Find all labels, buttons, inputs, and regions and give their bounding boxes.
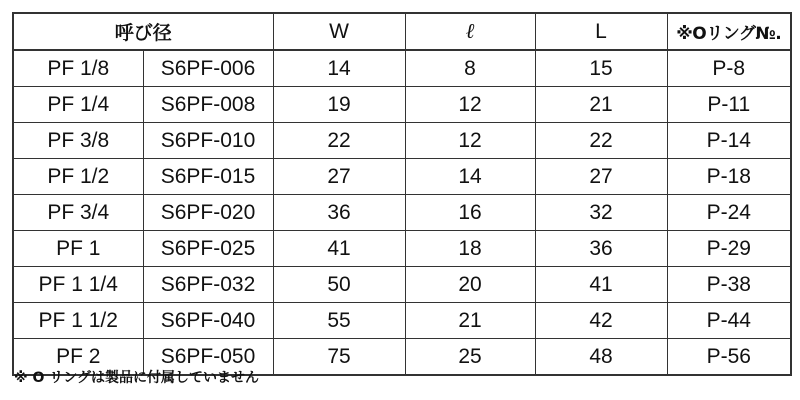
cell-big-l: 27 (535, 159, 667, 195)
cell-oring: P-44 (667, 303, 791, 339)
cell-model: S6PF-050 (143, 339, 273, 376)
cell-model: S6PF-025 (143, 231, 273, 267)
header-big-l: L (535, 13, 667, 50)
spec-table (12, 12, 792, 376)
cell-w: 27 (273, 159, 405, 195)
cell-model: S6PF-006 (143, 50, 273, 87)
cell-oring: P-18 (667, 159, 791, 195)
cell-big-l: 21 (535, 87, 667, 123)
cell-big-l: 42 (535, 303, 667, 339)
cell-model: S6PF-010 (143, 123, 273, 159)
cell-big-l: 32 (535, 195, 667, 231)
spec-table-container (12, 12, 792, 376)
cell-model: S6PF-015 (143, 159, 273, 195)
cell-size: PF 1 (13, 231, 143, 267)
table-row (13, 267, 791, 303)
cell-w: 55 (273, 303, 405, 339)
cell-oring: P-56 (667, 339, 791, 376)
cell-oring: P-8 (667, 50, 791, 87)
table-row (13, 123, 791, 159)
cell-model: S6PF-020 (143, 195, 273, 231)
table-row (13, 231, 791, 267)
cell-size: PF 3/4 (13, 195, 143, 231)
cell-w: 41 (273, 231, 405, 267)
cell-oring: P-24 (667, 195, 791, 231)
cell-oring: P-11 (667, 87, 791, 123)
cell-big-l: 36 (535, 231, 667, 267)
cell-size: PF 1 1/2 (13, 303, 143, 339)
header-oring-no: ※Oリング№. (667, 13, 791, 50)
cell-size: PF 1/2 (13, 159, 143, 195)
cell-big-l: 48 (535, 339, 667, 376)
table-header-row (13, 13, 791, 50)
cell-big-l: 15 (535, 50, 667, 87)
cell-small-l: 16 (405, 195, 535, 231)
cell-w: 22 (273, 123, 405, 159)
table-row (13, 87, 791, 123)
header-small-l: ℓ (405, 13, 535, 50)
cell-small-l: 12 (405, 87, 535, 123)
cell-size: PF 2 (13, 339, 143, 376)
cell-small-l: 12 (405, 123, 535, 159)
cell-small-l: 14 (405, 159, 535, 195)
cell-small-l: 8 (405, 50, 535, 87)
cell-w: 14 (273, 50, 405, 87)
cell-size: PF 3/8 (13, 123, 143, 159)
cell-model: S6PF-032 (143, 267, 273, 303)
cell-size: PF 1/8 (13, 50, 143, 87)
cell-model: S6PF-008 (143, 87, 273, 123)
cell-oring: P-38 (667, 267, 791, 303)
header-w: W (273, 13, 405, 50)
cell-oring: P-29 (667, 231, 791, 267)
cell-small-l: 20 (405, 267, 535, 303)
header-nominal-size: 呼び径 (13, 13, 273, 50)
cell-model: S6PF-040 (143, 303, 273, 339)
cell-small-l: 25 (405, 339, 535, 376)
cell-big-l: 22 (535, 123, 667, 159)
cell-small-l: 18 (405, 231, 535, 267)
cell-small-l: 21 (405, 303, 535, 339)
cell-w: 36 (273, 195, 405, 231)
cell-w: 75 (273, 339, 405, 376)
cell-big-l: 41 (535, 267, 667, 303)
cell-w: 50 (273, 267, 405, 303)
table-row (13, 50, 791, 87)
footnote-oring-not-included: ※ O リングは製品に付属していません (14, 370, 259, 386)
table-row (13, 159, 791, 195)
cell-w: 19 (273, 87, 405, 123)
table-row (13, 303, 791, 339)
table-row (13, 195, 791, 231)
cell-size: PF 1 1/4 (13, 267, 143, 303)
cell-size: PF 1/4 (13, 87, 143, 123)
cell-oring: P-14 (667, 123, 791, 159)
